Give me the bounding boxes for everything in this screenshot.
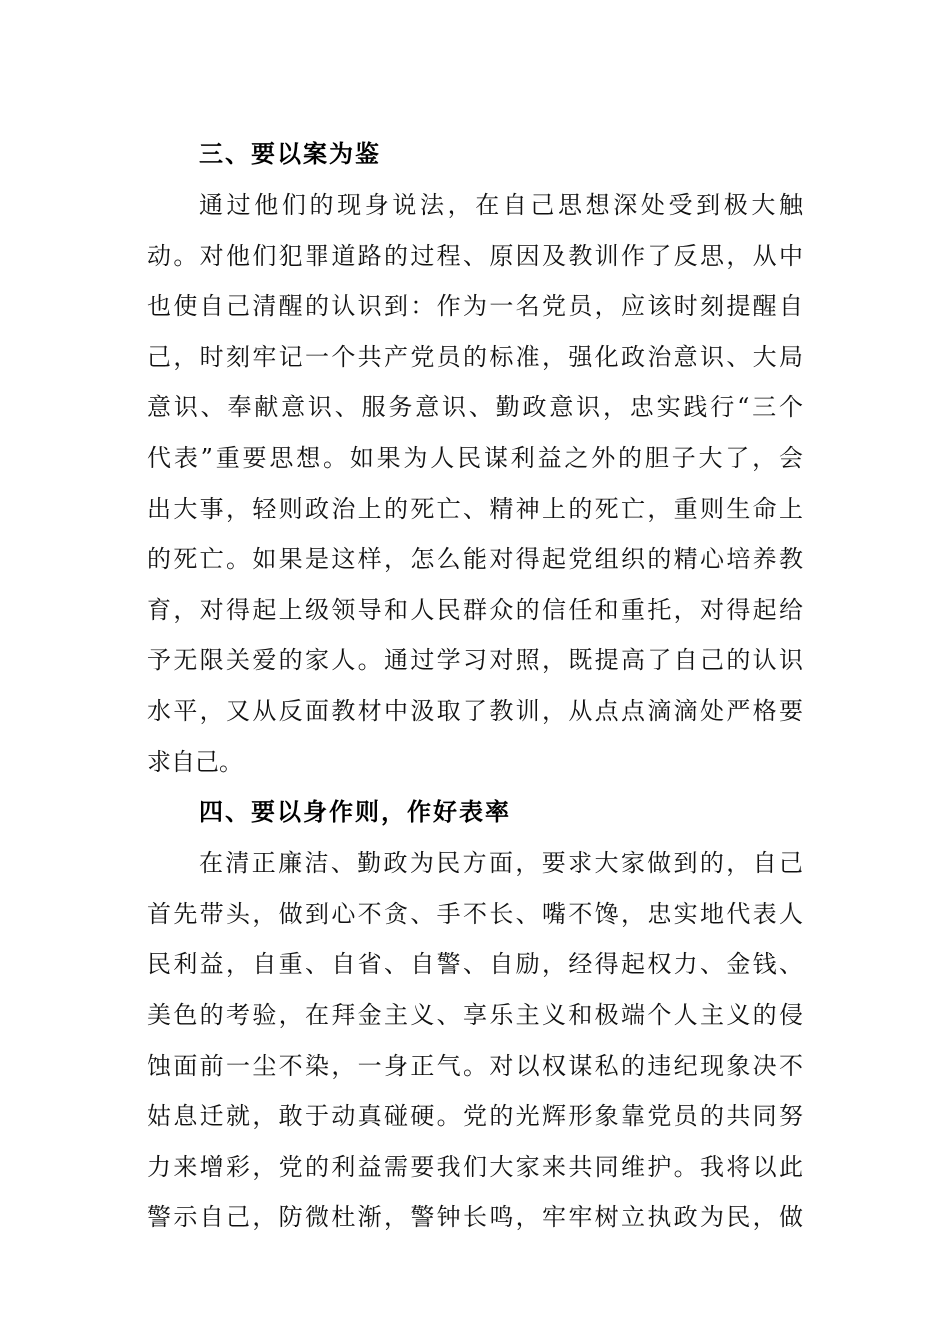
section-paragraph-4	[147, 838, 803, 1243]
text-line: 警示自己，防微杜渐，警钟长鸣，牢牢树立执政为民，做	[147, 1203, 803, 1232]
text-line: 己，时刻牢记一个共产党员的标准，强化政治意识、大局	[147, 342, 803, 371]
text-line: 水平，又从反面教材中汲取了教训，从点点滴滴处严格要	[147, 696, 803, 725]
text-line: 求自己。	[147, 747, 243, 776]
text-line: 姑息迁就，敢于动真碰硬。党的光辉形象靠党员的共同努	[147, 1102, 803, 1131]
text-line: 也使自己清醒的认识到：作为一名党员，应该时刻提醒自	[147, 292, 803, 321]
text-line: 代表”重要思想。如果为人民谋利益之外的胆子大了，会	[147, 443, 803, 472]
text-line: 动。对他们犯罪道路的过程、原因及教训作了反思，从中	[147, 241, 803, 270]
text-line: 出大事，轻则政治上的死亡、精神上的死亡，重则生命上	[147, 494, 803, 523]
text-line: 力来增彩，党的利益需要我们大家来共同维护。我将以此	[147, 1152, 803, 1181]
text-line: 育，对得起上级领导和人民群众的信任和重托，对得起给	[147, 595, 803, 624]
section-heading-3: 三、要以案为鉴	[199, 140, 381, 168]
text-line: 予无限关爱的家人。通过学习对照，既提高了自己的认识	[147, 646, 803, 675]
text-line: 在清正廉洁、勤政为民方面，要求大家做到的，自己	[199, 849, 803, 878]
text-line: 蚀面前一尘不染，一身正气。对以权谋私的违纪现象决不	[147, 1051, 803, 1080]
section-heading-4: 四、要以身作则，作好表率	[199, 798, 511, 827]
text-line: 通过他们的现身说法，在自己思想深处受到极大触	[199, 191, 803, 219]
text-line: 首先带头，做到心不贪、手不长、嘴不馋，忠实地代表人	[147, 899, 803, 928]
section-paragraph-3	[147, 180, 803, 787]
document-body	[147, 129, 803, 1243]
text-line: 的死亡。如果是这样，怎么能对得起党组织的精心培养教	[147, 545, 803, 574]
text-line: 意识、奉献意识、服务意识、勤政意识，忠实践行“三个	[147, 393, 803, 422]
text-line: 民利益，自重、自省、自警、自励，经得起权力、金钱、	[147, 950, 803, 979]
text-line: 美色的考验，在拜金主义、享乐主义和极端个人主义的侵	[147, 1000, 803, 1029]
